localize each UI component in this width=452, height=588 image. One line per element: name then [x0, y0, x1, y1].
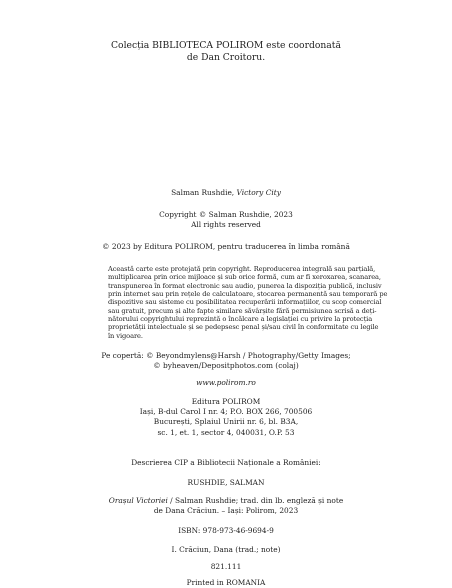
- publisher-name: Editura POLIROM: [191, 397, 261, 406]
- cip-description-line-2: de Dana Crăciun. – Iași: Polirom, 2023: [153, 506, 299, 516]
- series-note-line-2: de Dan Croitoru.: [186, 51, 266, 63]
- publisher-address-iasi: Iași, B-dul Carol I nr. 4; P.O. BOX 266, 700506: [139, 407, 313, 417]
- legal-notice: [108, 265, 388, 340]
- original-author: Salman Rushdie,: [171, 188, 237, 197]
- publisher-address-bucuresti-2: sc. 1, et. 1, sector 4, 040031, O.P. 53: [157, 427, 295, 437]
- legal-line: transpunerea în format electronic sau audio, punerea la dispoziția publică, inclusiv: [108, 281, 382, 290]
- legal-line: prin internet sau prin rețele de calculatoare, stocarea permanentă sau temporară pe: [108, 290, 388, 299]
- publisher-info: [0, 397, 452, 438]
- publisher-address-bucuresti-1: București, Splaiul Unirii nr. 6, bl. B3A,: [153, 417, 299, 427]
- publisher-website: www.polirom.ro: [196, 378, 256, 387]
- original-title-line: [0, 188, 452, 198]
- legal-line: sau gratuit, precum și alte fapte similare săvârșite fără permisiunea scrisă a deți-: [108, 306, 377, 315]
- legal-line: Această carte este protejată prin copyright. Reproducerea integrală sau parțială,: [108, 265, 376, 273]
- legal-line: proprietății intelectuale și se pedepsesc penal și/sau civil în conformitate cu legile: [108, 323, 379, 332]
- legal-line: nătorului copyrightului reprezintă o încălcare a legislației cu privire la protecția: [108, 315, 373, 324]
- cip-translator: I. Crăciun, Dana (trad.; note): [171, 545, 281, 554]
- cover-credit-line-1: Pe copertă: © Beyondmylens@Harsh / Photography/Getty Images;: [101, 351, 351, 360]
- legal-line: în vigoare.: [108, 331, 143, 340]
- cip-entry: RUSHDIE, SALMAN: [187, 478, 265, 487]
- isbn: ISBN: 978-973-46-9694-9: [178, 526, 274, 535]
- series-note-line-1: Colecția BIBLIOTECA POLIROM este coordonată: [111, 40, 341, 51]
- copyright-line-2: All rights reserved: [191, 220, 261, 230]
- cip-title: Orașul Victoriei: [108, 496, 168, 505]
- original-title: Victory City: [236, 188, 281, 197]
- printed-in: Printed in ROMANIA: [186, 578, 266, 587]
- cover-credit-line-2: © byheaven/Depositphotos.com (colaj): [153, 361, 299, 371]
- cip-description-rest: / Salman Rushdie; trad. din lb. engleză și note: [167, 496, 344, 505]
- translation-rights: © 2023 by Editura POLIROM, pentru traducerea în limba română: [102, 242, 350, 251]
- classification-code: 821.111: [210, 562, 242, 571]
- legal-line: multiplicarea prin orice mijloace și sub orice formă, cum ar fi xeroxarea, scanarea,: [108, 273, 381, 282]
- cip-description: [0, 496, 452, 516]
- legal-line: dispozitive sau sisteme cu posibilitatea recuperării informațiilor, cu scop comercial: [108, 298, 382, 307]
- copyright-notice: [0, 210, 452, 230]
- copyright-line-1: Copyright © Salman Rushdie, 2023: [159, 210, 293, 219]
- cover-credit: [0, 351, 452, 371]
- series-note: [0, 40, 452, 63]
- cip-description-line-1: [0, 496, 452, 506]
- cip-heading: Descrierea CIP a Bibliotecii Naționale a României:: [131, 458, 321, 467]
